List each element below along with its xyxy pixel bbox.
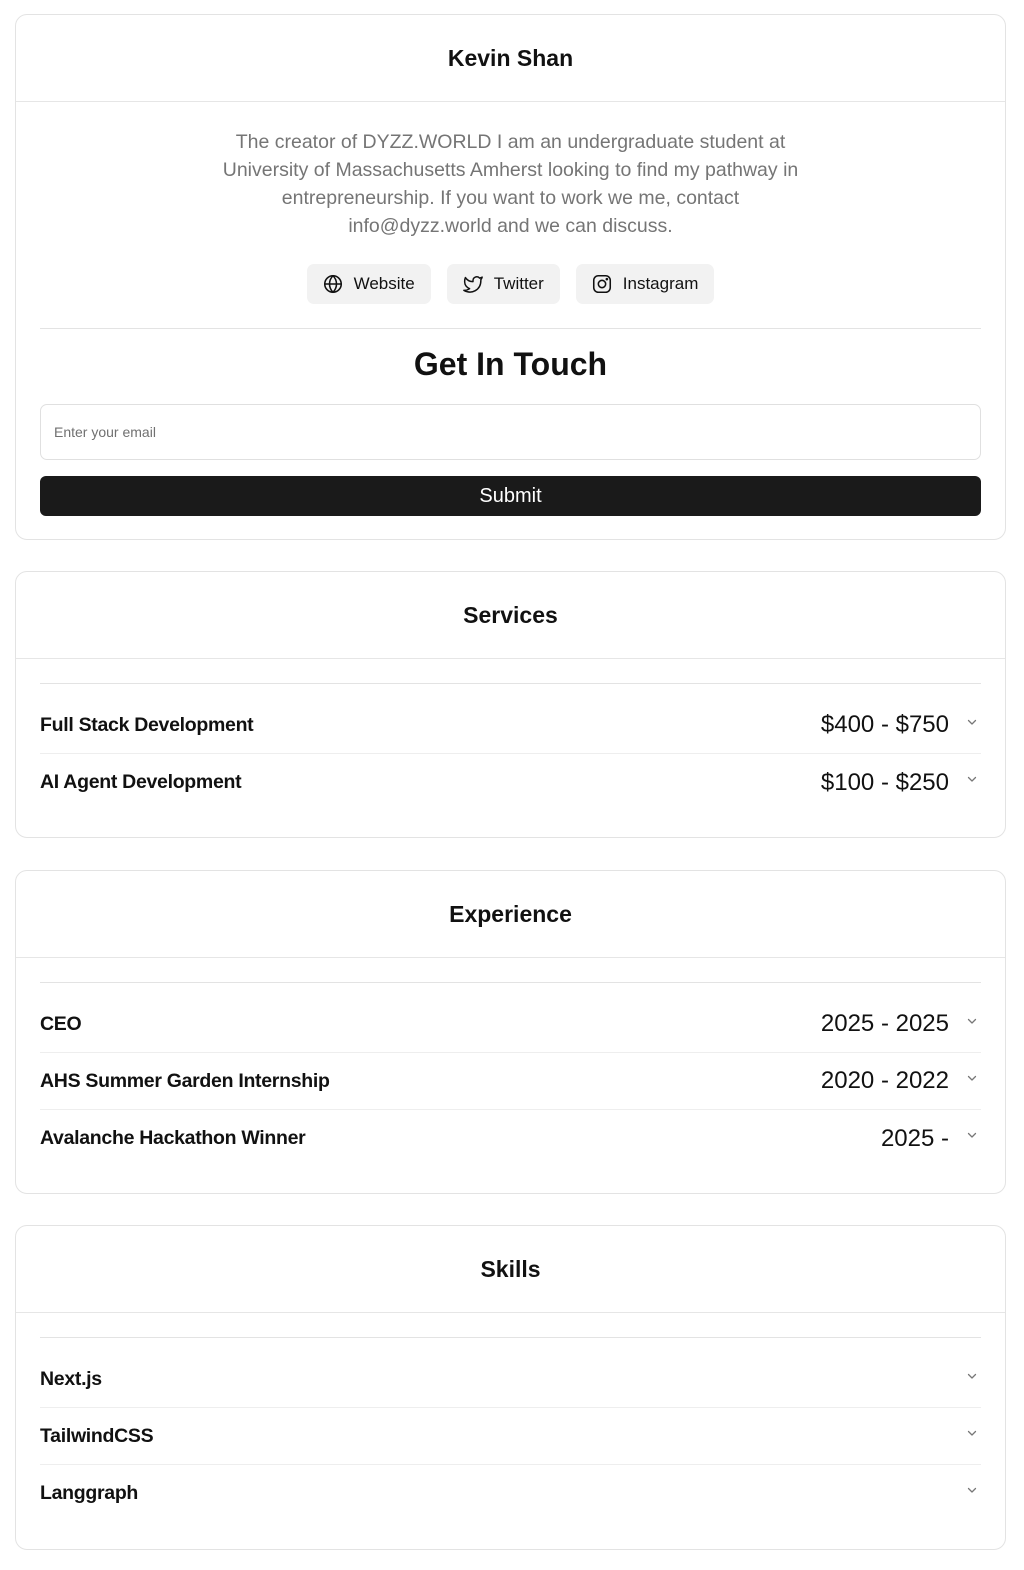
skills-header xyxy=(16,1226,1005,1313)
list-divider xyxy=(40,683,981,684)
profile-card xyxy=(15,14,1006,540)
skill-name: Langgraph xyxy=(40,1482,139,1504)
service-name: AI Agent Development xyxy=(40,771,242,793)
profile-bio: The creator of DYZZ.WORLD I am an undergraduate student at University of Massachusetts Amherst looking to find my pathway in entrepreneurship. If you want to work we me, contact info@dyzz.world and we can discuss. xyxy=(222,131,799,237)
instagram-label: Instagram xyxy=(622,274,699,293)
services-card xyxy=(15,571,1006,838)
chevron-down-icon[interactable] xyxy=(965,1071,979,1085)
profile-header xyxy=(16,15,1005,102)
chevron-down-icon[interactable] xyxy=(965,1128,979,1142)
service-price: $400 - $750 xyxy=(820,711,949,738)
list-item[interactable] xyxy=(40,1351,981,1408)
service-price: $100 - $250 xyxy=(820,768,949,796)
instagram-icon xyxy=(591,273,613,295)
list-item[interactable] xyxy=(40,1465,981,1522)
email-input[interactable] xyxy=(40,404,981,460)
website-button[interactable] xyxy=(307,264,431,304)
experience-title: Experience xyxy=(449,900,572,927)
list-item[interactable] xyxy=(40,1053,981,1110)
submit-button[interactable]: Submit xyxy=(40,476,981,516)
experience-list xyxy=(16,958,1005,1167)
list-item[interactable] xyxy=(40,1408,981,1465)
chevron-down-icon[interactable] xyxy=(965,1369,979,1383)
contact-section xyxy=(16,345,1005,516)
website-label: Website xyxy=(353,274,415,293)
experience-role: AHS Summer Garden Internship xyxy=(40,1069,330,1092)
chevron-down-icon[interactable] xyxy=(965,1014,979,1028)
globe-icon xyxy=(322,273,344,295)
experience-card xyxy=(15,870,1006,1194)
chevron-down-icon[interactable] xyxy=(965,1483,979,1497)
skills-list xyxy=(16,1313,1005,1522)
skills-card xyxy=(15,1225,1006,1550)
experience-dates: 2025 - 2025 xyxy=(820,1010,949,1037)
list-item[interactable] xyxy=(40,754,981,811)
services-header xyxy=(16,572,1005,659)
service-name: Full Stack Development xyxy=(40,713,254,736)
section-divider xyxy=(40,328,981,329)
chevron-down-icon[interactable] xyxy=(965,1426,979,1440)
list-item[interactable] xyxy=(40,697,981,754)
skill-name: TailwindCSS xyxy=(40,1424,154,1447)
social-links xyxy=(16,264,1005,304)
skill-name: Next.js xyxy=(40,1367,102,1390)
chevron-down-icon[interactable] xyxy=(965,772,979,786)
list-divider xyxy=(40,982,981,983)
services-list xyxy=(16,659,1005,811)
list-item[interactable] xyxy=(40,996,981,1053)
instagram-button[interactable] xyxy=(576,264,715,304)
twitter-icon xyxy=(462,273,484,295)
experience-header xyxy=(16,871,1005,958)
services-title: Services xyxy=(463,601,558,628)
profile-name: Kevin Shan xyxy=(447,44,574,71)
skills-title: Skills xyxy=(480,1255,541,1282)
experience-dates: 2025 - xyxy=(880,1124,949,1152)
experience-role: Avalanche Hackathon Winner xyxy=(40,1127,306,1149)
twitter-label: Twitter xyxy=(493,274,544,293)
twitter-button[interactable] xyxy=(447,264,560,304)
experience-dates: 2020 - 2022 xyxy=(820,1067,949,1094)
list-divider xyxy=(40,1337,981,1338)
chevron-down-icon[interactable] xyxy=(965,715,979,729)
experience-role: CEO xyxy=(40,1012,82,1035)
list-item[interactable] xyxy=(40,1110,981,1167)
contact-title: Get In Touch xyxy=(413,346,608,382)
